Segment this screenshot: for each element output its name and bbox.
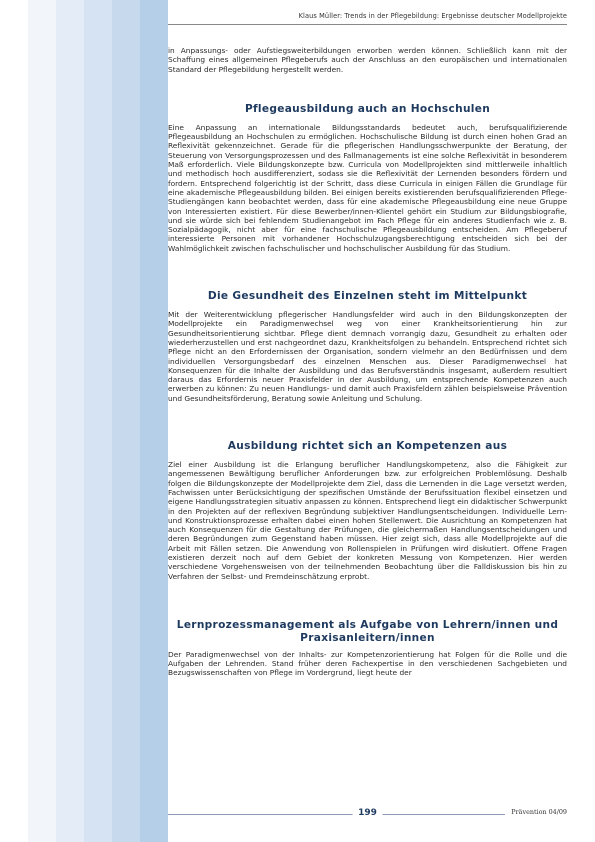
section-paragraph: Ziel einer Ausbildung ist die Erlangung beruflicher Handlungskompetenz, also die Fähigkeit zur angemessenen Bewältigung beruflicher Anforderungen bzw. zur erfolgreichen Problemlösung. Deshalb folgen die Bildungskonzepte der Modellprojekte dem Ziel, dass die Lernenden in die Lage versetzt werden, Fachwissen unter Berücksichtigung der spezifischen Umstände der Berufssituation flexibel einsetzen und eigene Handlungsstrategien situativ anpassen zu können. Entsprechend liegt ein didaktischer Schwerpunkt in den Projekten auf der reflexiven Begründung subjektiver Handlungsentscheidungen. Individuelle Lern- und Konstruktionsprozesse erhalten dabei einen hohen Stellenwert. Die Ausrichtung an Kompetenzen hat auch Konsequenzen für die Gestaltung der Prüfungen, die gleichermaßen Handlungsentscheidungen und deren Begründungen zum Gegenstand haben müssen. Hier zeigt sich, dass alle Modellprojekte auf die Arbeit mit Fällen setzen. Die Anwendung von Rollenspielen in Prüfungen wird diskutiert. Offene Fragen existieren derzeit noch auf dem Gebiet der konkreten Messung von Kompetenzen. Hier werden verschiedene Vorgehensweisen von der teilnehmenden Beobachtung über die Falldiskussion bis hin zu Verfahren der Selbst- und Fremdeinschätzung erprobt. bbox=[168, 460, 567, 581]
section-paragraph: Der Paradigmenwechsel von der Inhalts- zur Kompetenzorientierung hat Folgen für die Rolle und die Aufgaben der Lehrenden. Stand früher deren Fachexpertise in den verschiedenen Sachgebieten und Bezugswissenschaften von Pflege im Vordergrund, liegt heute der bbox=[168, 649, 567, 678]
stripe bbox=[112, 0, 140, 842]
section-heading-kompetenzen: Ausbildung richtet sich an Kompetenzen aus bbox=[227, 440, 508, 453]
stripe bbox=[0, 0, 28, 842]
section-paragraph: Mit der Weiterentwicklung pflegerischer Handlungsfelder wird auch in den Bildungskonzepten der Modellprojekte ein Paradigmenwechsel weg von einer Krankheitsorientierung hin zur Gesundheitsorientierung sichtbar. Pflege dient demnach vorrangig dazu, Gesundheit zu erhalten oder wiederherzustellen und erst nachgeordnet dazu, Krankheitsfolgen zu behandeln. Entsprechend richtet sich Pflege nicht an den Erfordernissen der Organisation, sondern vielmehr an den Bedürfnissen und dem individuellen Versorgungsbedarf des einzelnen Menschen aus. Dieser Paradigmenwechsel hat Konsequenzen für die Inhalte der Ausbildung und das Berufsverständnis insgesamt, außerdem resultiert daraus das Erfordernis neuer Praxisfelder in der Ausbildung, um entsprechende Kompetenzen auch erwerben zu können: Zu neuen Handlungs- und damit auch Praxisfeldern zählen beispielsweise Prävention und Gesundheitsförderung, Beratung sowie Anleitung und Schulung. bbox=[168, 310, 567, 403]
section-heading-hochschulen: Pflegeausbildung auch an Hochschulen bbox=[244, 102, 491, 115]
section-paragraph: Eine Anpassung an internationale Bildungsstandards bedeutet auch, berufsqualifizierende Pflegeausbildung an Hochschulen zu ermöglichen. Hochschulische Bildung ist durch einen hohen Grad an Reflexivität gekennzeichnet. Gerade für die pflegerischen Handlungsschwerpunkte der Beratung, der Steuerung von Versorgungsprozessen und des Fallmanagements ist eine solche Reflexivität in besonderem Maß erforderlich. Viele Bildungskonzepte bzw. Curricula von Modellprojekten sind mittlerweile inhaltlich und methodisch hoch ausdifferenziert, sodass sie die Reflexivität der Lernenden besonders fördern und fordern. Entsprechend folgerichtig ist der Schritt, dass diese Curricula in einigen Fällen die Grundlage für eine akademische Pflegeausbildung bilden. Bei einigen bereits existierenden berufsqualifizierenden Pflege-Studiengängen kann beobachtet werden, dass für eine akademische Pflegeausbildung eine neue Gruppe von Interessierten existiert. Für diese Bewerber/innen-Klientel gehört ein Studium zur Bildungsbiografie, und sie würde sich bei fehlendem Studienangebot im Fach Pflege für ein anderes Studienfach wie z. B. Sozialpädagogik, nicht aber für eine fachschulische Pflegeausbildung entscheiden. Am Pflegeberuf interessierte Personen mit vorhandener Hochschulzugangsberechtigung entscheiden sich bei der Wahlmöglichkeit zwischen fachschulischer und hochschulischer Ausbildung für das Studium. bbox=[168, 122, 567, 253]
decorative-stripes bbox=[0, 0, 168, 842]
page-footer bbox=[168, 808, 567, 822]
page-number: 199 bbox=[352, 808, 383, 818]
journal-name: Prävention 04/09 bbox=[505, 808, 567, 816]
section-heading-lernprozessmanagement: Lernprozessmanagement als Aufgabe von Lehrern/innen und Praxisanleitern/innen bbox=[176, 618, 559, 644]
intro-paragraph: in Anpassungs- oder Aufstiegsweiterbildungen erworben werden können. Schließlich kann mit der Schaffung eines allgemeinen Pflegeberufs auch der Anschluss an den europäischen und internationalen Standard der Pflegebildung hergestellt werden. bbox=[168, 46, 567, 74]
stripe bbox=[56, 0, 84, 842]
header-rule bbox=[168, 24, 567, 25]
stripe bbox=[28, 0, 56, 842]
section-heading-gesundheit: Die Gesundheit des Einzelnen steht im Mittelpunkt bbox=[207, 290, 528, 303]
stripe bbox=[84, 0, 112, 842]
running-head: Klaus Müller: Trends in der Pflegebildung: Ergebnisse deutscher Modellprojekte bbox=[298, 12, 567, 20]
stripe bbox=[140, 0, 168, 842]
article-body bbox=[168, 46, 567, 678]
